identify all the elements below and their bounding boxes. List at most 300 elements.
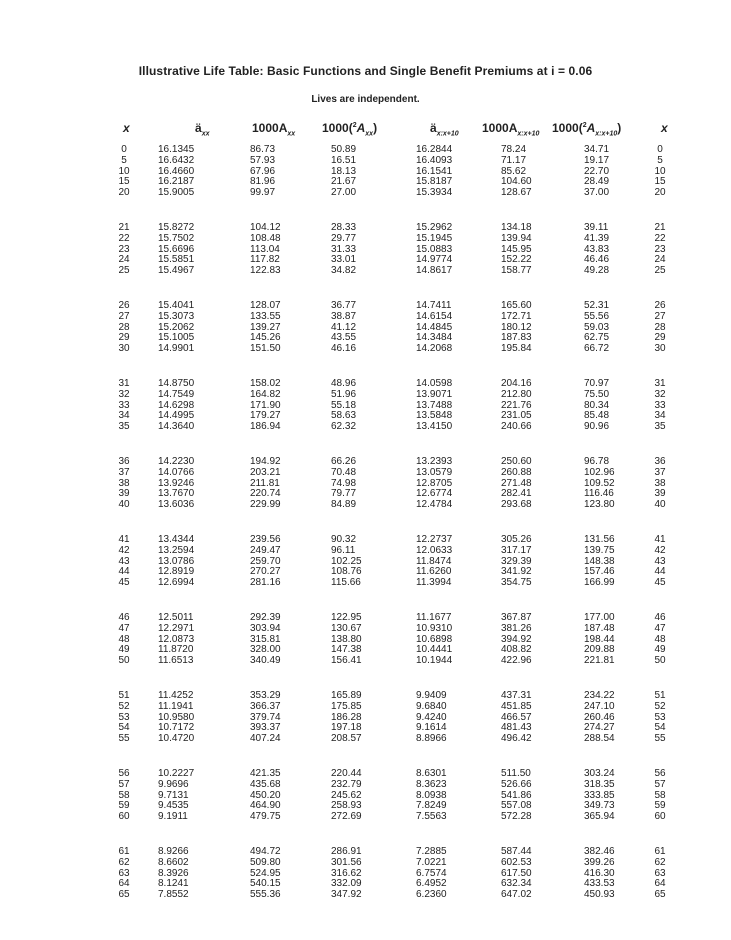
cell-age-right: 65: [654, 889, 666, 901]
cell-insurance-xx10: 282.41: [501, 488, 532, 500]
cell-age-right: 53: [654, 711, 666, 723]
cell-second-moment-xx: 33.01: [331, 254, 357, 266]
cell-age-right: 51: [654, 690, 666, 701]
cell-annuity-xx: 11.6513: [158, 655, 194, 667]
table-row: [0, 691, 731, 702]
table-row: [0, 879, 731, 890]
cell-annuity-xx: 13.4344: [158, 534, 195, 545]
cell-second-moment-xx: 186.28: [331, 711, 362, 723]
cell-age-right: 60: [654, 811, 666, 823]
cell-age-right: 25: [654, 265, 666, 277]
table-row: [0, 489, 731, 500]
table-row: [0, 457, 731, 468]
cell-annuity-xx10: 8.0938: [416, 789, 447, 801]
cell-age-left: 15: [118, 176, 130, 188]
cell-insurance-xx10: 85.62: [501, 165, 527, 177]
table-row: [0, 312, 731, 323]
cell-second-moment-xx: 156.41: [331, 655, 362, 667]
cell-second-moment-xx10: 41.39: [584, 232, 610, 244]
cell-insurance-xx10: 195.84: [501, 343, 532, 355]
cell-age-right: 41: [654, 534, 666, 545]
cell-annuity-xx: 12.8919: [158, 566, 195, 578]
cell-insurance-xx: 407.24: [250, 733, 281, 745]
cell-second-moment-xx10: 37.00: [584, 187, 610, 199]
cell-annuity-xx: 9.4535: [158, 800, 189, 812]
cell-age-right: 29: [654, 332, 666, 344]
cell-insurance-xx10: 260.88: [501, 466, 532, 478]
cell-insurance-xx: 203.21: [250, 466, 281, 478]
cell-second-moment-xx: 43.55: [331, 332, 357, 344]
table-row: [0, 557, 731, 568]
cell-second-moment-xx: 165.89: [331, 690, 362, 701]
cell-age-right: 39: [654, 488, 666, 500]
cell-age-left: 53: [118, 711, 130, 723]
cell-second-moment-xx10: 19.17: [584, 154, 610, 166]
table-row: [0, 468, 731, 479]
cell-annuity-xx10: 6.4952: [416, 878, 447, 890]
cell-insurance-xx: 86.73: [250, 144, 276, 155]
cell-age-left: 36: [118, 456, 130, 467]
cell-age-left: 26: [118, 300, 130, 311]
cell-insurance-xx10: 204.16: [501, 378, 532, 389]
cell-annuity-xx: 14.4995: [158, 410, 195, 422]
cell-second-moment-xx10: 450.93: [584, 889, 615, 901]
cell-age-left: 52: [118, 700, 130, 712]
cell-insurance-xx10: 165.60: [501, 300, 532, 311]
cell-annuity-xx10: 9.1614: [416, 722, 447, 734]
cell-annuity-xx10: 12.0633: [416, 544, 453, 556]
cell-annuity-xx10: 9.9409: [416, 690, 447, 701]
cell-second-moment-xx: 332.09: [331, 878, 362, 890]
cell-insurance-xx: 67.96: [250, 165, 276, 177]
cell-second-moment-xx: 27.00: [331, 187, 357, 199]
cell-age-right: 38: [654, 477, 666, 489]
cell-age-left: 54: [118, 722, 130, 734]
cell-age-left: 31: [118, 378, 130, 389]
cell-insurance-xx: 164.82: [250, 388, 281, 400]
header-annuity-xx: $ä_{xx}$: [195, 121, 210, 138]
table-row: [0, 479, 731, 490]
cell-age-right: 59: [654, 800, 666, 812]
cell-annuity-xx: 14.9901: [158, 343, 195, 355]
cell-insurance-xx10: 496.42: [501, 733, 532, 745]
cell-insurance-xx: 315.81: [250, 633, 281, 645]
cell-insurance-xx10: 541.86: [501, 789, 532, 801]
cell-second-moment-xx10: 198.44: [584, 633, 615, 645]
cell-age-right: 61: [654, 846, 666, 857]
row-group: [0, 145, 731, 223]
cell-insurance-xx: 393.37: [250, 722, 281, 734]
cell-annuity-xx: 15.4041: [158, 300, 195, 311]
cell-age-left: 61: [118, 846, 130, 857]
cell-age-right: 45: [654, 577, 666, 589]
cell-insurance-xx: 421.35: [250, 768, 281, 779]
cell-insurance-xx: 104.12: [250, 222, 281, 233]
cell-age-right: 49: [654, 644, 666, 656]
table-row: [0, 167, 731, 178]
cell-second-moment-xx: 208.57: [331, 733, 362, 745]
cell-second-moment-xx10: 247.10: [584, 700, 615, 712]
table-row: [0, 177, 731, 188]
cell-insurance-xx: 108.48: [250, 232, 281, 244]
table-row: [0, 301, 731, 312]
cell-age-left: 41: [118, 534, 130, 545]
cell-age-left: 24: [118, 254, 130, 266]
cell-annuity-xx10: 12.4784: [416, 499, 453, 511]
cell-second-moment-xx: 316.62: [331, 867, 362, 879]
table-row: [0, 858, 731, 869]
cell-age-right: 26: [654, 300, 666, 311]
cell-insurance-xx10: 152.22: [501, 254, 532, 266]
cell-second-moment-xx10: 349.73: [584, 800, 615, 812]
cell-age-left: 28: [118, 321, 130, 333]
cell-second-moment-xx10: 177.00: [584, 612, 615, 623]
cell-annuity-xx: 13.7670: [158, 488, 195, 500]
table-row: [0, 333, 731, 344]
table-row: [0, 344, 731, 355]
cell-second-moment-xx10: 416.30: [584, 867, 615, 879]
cell-second-moment-xx10: 66.72: [584, 343, 610, 355]
cell-second-moment-xx: 84.89: [331, 499, 357, 511]
cell-insurance-xx: 139.27: [250, 321, 281, 333]
cell-age-right: 22: [654, 232, 666, 244]
cell-insurance-xx: 220.74: [250, 488, 281, 500]
cell-second-moment-xx10: 166.99: [584, 577, 615, 589]
row-group: [0, 379, 731, 457]
table-row: [0, 411, 731, 422]
cell-age-left: 32: [118, 388, 130, 400]
column-header-row: [0, 121, 731, 137]
cell-insurance-xx10: 632.34: [501, 878, 532, 890]
cell-age-left: 42: [118, 544, 130, 556]
table-row: [0, 255, 731, 266]
cell-annuity-xx: 8.6602: [158, 856, 189, 868]
cell-second-moment-xx10: 260.46: [584, 711, 615, 723]
table-row: [0, 624, 731, 635]
cell-age-right: 34: [654, 410, 666, 422]
cell-insurance-xx10: 317.17: [501, 544, 532, 556]
cell-annuity-xx10: 10.4441: [416, 644, 453, 656]
cell-insurance-xx10: 128.67: [501, 187, 532, 199]
cell-second-moment-xx10: 75.50: [584, 388, 610, 400]
cell-age-left: 55: [118, 733, 130, 745]
cell-annuity-xx: 12.6994: [158, 577, 195, 589]
cell-annuity-xx: 13.9246: [158, 477, 195, 489]
cell-insurance-xx: 292.39: [250, 612, 281, 623]
cell-insurance-xx: 555.36: [250, 889, 281, 901]
cell-insurance-xx10: 250.60: [501, 456, 532, 467]
cell-second-moment-xx10: 102.96: [584, 466, 615, 478]
cell-annuity-xx: 9.9696: [158, 778, 189, 790]
cell-insurance-xx10: 354.75: [501, 577, 532, 589]
cell-second-moment-xx: 147.38: [331, 644, 362, 656]
cell-second-moment-xx: 102.25: [331, 555, 362, 567]
cell-age-left: 46: [118, 612, 130, 623]
cell-second-moment-xx10: 109.52: [584, 477, 615, 489]
cell-second-moment-xx: 29.77: [331, 232, 357, 244]
cell-age-right: 5: [657, 154, 663, 166]
cell-annuity-xx10: 7.2885: [416, 846, 447, 857]
cell-annuity-xx10: 14.2068: [416, 343, 453, 355]
cell-age-right: 15: [654, 176, 666, 188]
cell-second-moment-xx10: 365.94: [584, 811, 615, 823]
cell-age-right: 47: [654, 622, 666, 634]
cell-annuity-xx: 13.6036: [158, 499, 195, 511]
cell-annuity-xx10: 14.4845: [416, 321, 453, 333]
cell-age-right: 10: [654, 165, 666, 177]
cell-second-moment-xx10: 62.75: [584, 332, 610, 344]
cell-second-moment-xx: 46.16: [331, 343, 357, 355]
cell-age-right: 62: [654, 856, 666, 868]
cell-second-moment-xx10: 333.85: [584, 789, 615, 801]
cell-second-moment-xx: 74.98: [331, 477, 357, 489]
cell-insurance-xx10: 180.12: [501, 321, 532, 333]
cell-second-moment-xx: 175.85: [331, 700, 362, 712]
cell-second-moment-xx: 28.33: [331, 222, 357, 233]
cell-age-left: 37: [118, 466, 130, 478]
cell-annuity-xx: 15.7502: [158, 232, 195, 244]
cell-second-moment-xx10: 52.31: [584, 300, 610, 311]
cell-second-moment-xx: 96.11: [331, 544, 356, 556]
cell-second-moment-xx: 70.48: [331, 466, 357, 478]
cell-second-moment-xx10: 123.80: [584, 499, 615, 511]
cell-second-moment-xx10: 49.28: [584, 265, 610, 277]
cell-age-left: 40: [118, 499, 130, 511]
cell-annuity-xx: 10.9580: [158, 711, 195, 723]
cell-insurance-xx10: 422.96: [501, 655, 532, 667]
cell-insurance-xx: 249.47: [250, 544, 281, 556]
cell-annuity-xx: 15.5851: [158, 254, 195, 266]
cell-insurance-xx10: 394.92: [501, 633, 532, 645]
cell-age-left: 50: [118, 655, 130, 667]
cell-age-right: 37: [654, 466, 666, 478]
cell-annuity-xx10: 14.0598: [416, 378, 453, 389]
cell-age-left: 48: [118, 633, 130, 645]
cell-annuity-xx: 13.0786: [158, 555, 195, 567]
table-row: [0, 223, 731, 234]
cell-second-moment-xx: 21.67: [331, 176, 357, 188]
table-row: [0, 791, 731, 802]
cell-annuity-xx: 15.4967: [158, 265, 195, 277]
table-row: [0, 323, 731, 334]
cell-second-moment-xx10: 399.26: [584, 856, 615, 868]
cell-insurance-xx10: 329.39: [501, 555, 532, 567]
cell-insurance-xx: 239.56: [250, 534, 281, 545]
cell-insurance-xx: 211.81: [250, 477, 280, 489]
cell-annuity-xx10: 15.8187: [416, 176, 453, 188]
cell-insurance-xx: 509.80: [250, 856, 281, 868]
cell-second-moment-xx: 34.82: [331, 265, 357, 277]
cell-second-moment-xx: 55.18: [331, 399, 357, 411]
cell-second-moment-xx: 41.12: [331, 321, 357, 333]
cell-age-right: 35: [654, 421, 666, 433]
cell-annuity-xx10: 7.8249: [416, 800, 447, 812]
cell-insurance-xx10: 139.94: [501, 232, 532, 244]
cell-annuity-xx10: 16.1541: [416, 165, 453, 177]
cell-annuity-xx10: 8.8966: [416, 733, 447, 745]
cell-age-left: 34: [118, 410, 130, 422]
cell-annuity-xx: 13.2594: [158, 544, 195, 556]
cell-second-moment-xx10: 303.24: [584, 768, 615, 779]
header-x-right: x: [661, 121, 668, 135]
cell-annuity-xx10: 11.1677: [416, 612, 452, 623]
cell-insurance-xx10: 367.87: [501, 612, 532, 623]
table-row: [0, 780, 731, 791]
cell-annuity-xx10: 11.8474: [416, 555, 452, 567]
cell-insurance-xx: 145.26: [250, 332, 281, 344]
cell-second-moment-xx: 220.44: [331, 768, 362, 779]
cell-annuity-xx10: 12.2737: [416, 534, 453, 545]
cell-insurance-xx10: 145.95: [501, 243, 532, 255]
cell-second-moment-xx10: 59.03: [584, 321, 610, 333]
cell-age-left: 63: [118, 867, 130, 879]
table-row: [0, 535, 731, 546]
cell-insurance-xx10: 78.24: [501, 144, 527, 155]
cell-second-moment-xx: 286.91: [331, 846, 362, 857]
cell-annuity-xx10: 15.2962: [416, 222, 453, 233]
cell-second-moment-xx: 36.77: [331, 300, 357, 311]
cell-annuity-xx10: 9.4240: [416, 711, 447, 723]
cell-insurance-xx10: 437.31: [501, 690, 532, 701]
table-row: [0, 546, 731, 557]
cell-age-right: 27: [654, 310, 666, 322]
cell-annuity-xx: 15.6696: [158, 243, 195, 255]
cell-age-right: 48: [654, 633, 666, 645]
table-row: [0, 613, 731, 624]
cell-age-left: 10: [118, 165, 130, 177]
cell-insurance-xx: 57.93: [250, 154, 276, 166]
cell-second-moment-xx10: 43.83: [584, 243, 610, 255]
cell-annuity-xx: 14.8750: [158, 378, 195, 389]
cell-age-left: 38: [118, 477, 130, 489]
cell-annuity-xx10: 14.3484: [416, 332, 453, 344]
header-insurance-xx10: $1000A_{x:x+10}$: [482, 121, 540, 138]
cell-age-left: 62: [118, 856, 130, 868]
cell-insurance-xx: 366.37: [250, 700, 281, 712]
cell-second-moment-xx10: 22.70: [584, 165, 610, 177]
cell-annuity-xx10: 11.6260: [416, 566, 452, 578]
cell-second-moment-xx: 272.69: [331, 811, 362, 823]
cell-second-moment-xx: 38.87: [331, 310, 357, 322]
cell-age-left: 5: [121, 154, 127, 166]
row-group: [0, 457, 731, 535]
cell-age-left: 49: [118, 644, 130, 656]
cell-annuity-xx10: 6.7574: [416, 867, 447, 879]
cell-insurance-xx10: 212.80: [501, 388, 532, 400]
cell-age-left: 65: [118, 889, 130, 901]
cell-annuity-xx: 7.8552: [158, 889, 189, 901]
cell-second-moment-xx10: 274.27: [584, 722, 615, 734]
cell-insurance-xx10: 104.60: [501, 176, 532, 188]
cell-insurance-xx: 340.49: [250, 655, 281, 667]
cell-annuity-xx: 15.2062: [158, 321, 195, 333]
cell-age-left: 59: [118, 800, 130, 812]
cell-insurance-xx: 435.68: [250, 778, 281, 790]
table-row: [0, 869, 731, 880]
cell-age-right: 63: [654, 867, 666, 879]
cell-annuity-xx: 15.1005: [158, 332, 195, 344]
cell-insurance-xx: 450.20: [250, 789, 281, 801]
cell-age-left: 22: [118, 232, 130, 244]
cell-annuity-xx: 11.8720: [158, 644, 194, 656]
cell-second-moment-xx10: 234.22: [584, 690, 615, 701]
cell-second-moment-xx10: 39.11: [584, 222, 609, 233]
cell-age-right: 36: [654, 456, 666, 467]
row-group: [0, 223, 731, 301]
table-row: [0, 188, 731, 199]
cell-second-moment-xx10: 433.53: [584, 878, 615, 890]
cell-age-left: 29: [118, 332, 130, 344]
cell-insurance-xx10: 221.76: [501, 399, 532, 411]
cell-second-moment-xx10: 209.88: [584, 644, 615, 656]
row-group: [0, 691, 731, 769]
table-row: [0, 656, 731, 667]
cell-second-moment-xx: 301.56: [331, 856, 362, 868]
cell-age-left: 27: [118, 310, 130, 322]
cell-annuity-xx: 15.8272: [158, 222, 195, 233]
cell-annuity-xx10: 9.6840: [416, 700, 447, 712]
table-row: [0, 734, 731, 745]
cell-age-left: 51: [118, 690, 130, 701]
cell-annuity-xx10: 15.0883: [416, 243, 453, 255]
cell-insurance-xx: 479.75: [250, 811, 281, 823]
cell-second-moment-xx10: 318.35: [584, 778, 615, 790]
cell-insurance-xx10: 172.71: [501, 310, 532, 322]
cell-annuity-xx10: 13.4150: [416, 421, 453, 433]
cell-second-moment-xx: 245.62: [331, 789, 362, 801]
cell-insurance-xx: 179.27: [250, 410, 281, 422]
cell-insurance-xx10: 511.50: [501, 768, 531, 779]
cell-second-moment-xx: 347.92: [331, 889, 362, 901]
cell-age-right: 31: [654, 378, 666, 389]
cell-second-moment-xx: 62.32: [331, 421, 357, 433]
cell-age-right: 28: [654, 321, 666, 333]
cell-insurance-xx10: 187.83: [501, 332, 532, 344]
cell-age-right: 64: [654, 878, 666, 890]
table-row: [0, 769, 731, 780]
cell-insurance-xx10: 587.44: [501, 846, 532, 857]
cell-annuity-xx: 15.3073: [158, 310, 195, 322]
cell-second-moment-xx: 108.76: [331, 566, 362, 578]
cell-insurance-xx10: 231.05: [501, 410, 532, 422]
table-row: [0, 702, 731, 713]
cell-second-moment-xx: 51.96: [331, 388, 357, 400]
cell-insurance-xx: 379.74: [250, 711, 281, 723]
cell-age-right: 58: [654, 789, 666, 801]
cell-insurance-xx10: 617.50: [501, 867, 532, 879]
table-row: [0, 801, 731, 812]
cell-age-right: 40: [654, 499, 666, 511]
cell-annuity-xx10: 7.5563: [416, 811, 447, 823]
cell-second-moment-xx10: 187.48: [584, 622, 615, 634]
cell-age-right: 32: [654, 388, 666, 400]
cell-age-left: 35: [118, 421, 130, 433]
cell-insurance-xx10: 381.26: [501, 622, 532, 634]
cell-age-left: 60: [118, 811, 130, 823]
cell-annuity-xx: 12.2971: [158, 622, 195, 634]
cell-second-moment-xx: 50.89: [331, 144, 357, 155]
cell-insurance-xx10: 305.26: [501, 534, 532, 545]
cell-age-right: 46: [654, 612, 666, 623]
cell-annuity-xx: 9.7131: [158, 789, 189, 801]
header-annuity-xx10: $ä_{x:x+10}$: [430, 121, 459, 138]
cell-second-moment-xx10: 96.78: [584, 456, 610, 467]
cell-insurance-xx: 259.70: [250, 555, 281, 567]
cell-age-right: 42: [654, 544, 666, 556]
cell-age-right: 21: [654, 222, 666, 233]
cell-annuity-xx10: 6.2360: [416, 889, 447, 901]
cell-insurance-xx10: 481.43: [501, 722, 532, 734]
